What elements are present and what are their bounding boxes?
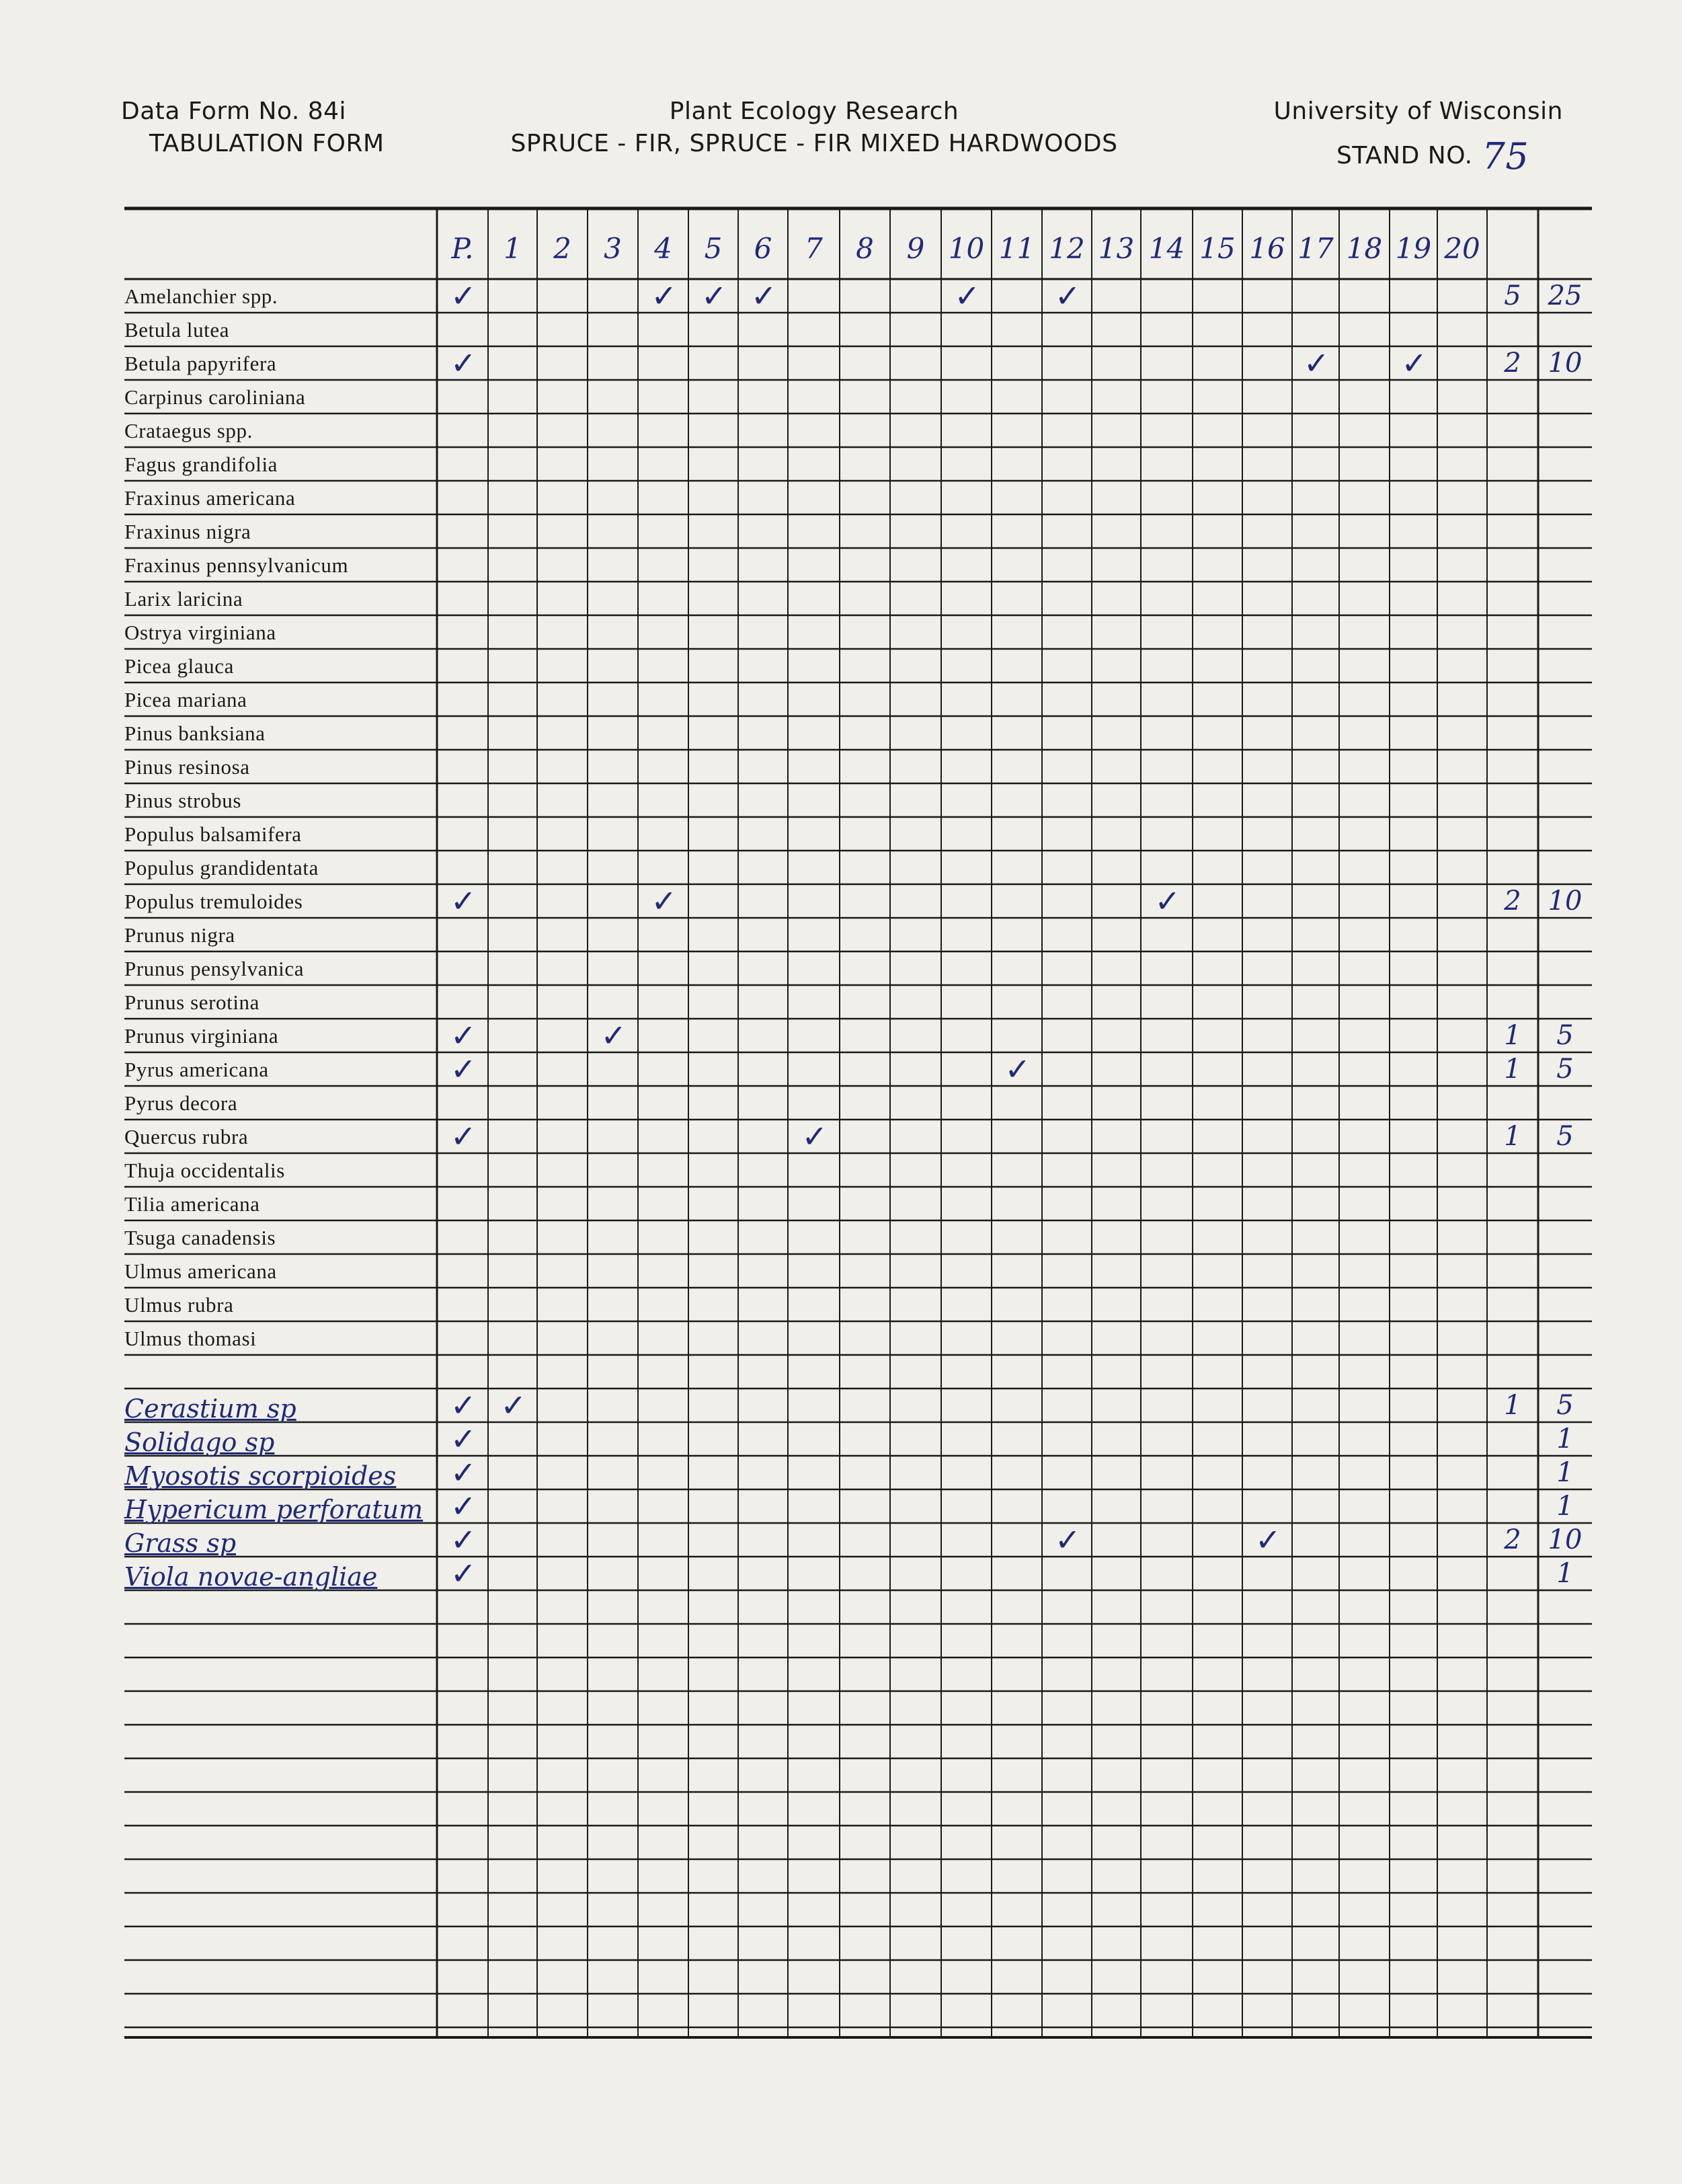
frequency-count: 2	[1504, 1524, 1521, 1555]
species-name: Prunus pensylvanica	[124, 957, 305, 980]
forest-type-title: SPRUCE - FIR, SPRUCE - FIR MIXED HARDWOODS	[510, 130, 1118, 157]
species-name: Picea mariana	[124, 688, 247, 711]
column-header: 18	[1346, 232, 1383, 265]
frequency-count: 1	[1504, 1020, 1521, 1051]
column-header: 8	[856, 232, 874, 265]
species-name: Picea glauca	[124, 654, 234, 678]
species-name: Betula papyrifera	[124, 352, 277, 375]
frequency-percent: 1	[1556, 1424, 1574, 1454]
check-mark: ✓	[450, 1488, 477, 1524]
species-name: Betula lutea	[124, 318, 230, 342]
species-name: Carpinus caroliniana	[124, 385, 306, 409]
frequency-percent: 1	[1556, 1491, 1574, 1522]
frequency-percent: 1	[1556, 1558, 1574, 1589]
column-header: 12	[1049, 232, 1085, 265]
column-header: 4	[654, 232, 672, 265]
species-name: Thuja occidentalis	[124, 1159, 285, 1182]
column-header: 5	[704, 232, 723, 265]
check-mark: ✓	[651, 278, 678, 314]
species-name: Prunus nigra	[124, 923, 235, 947]
frequency-percent: 25	[1548, 280, 1583, 311]
check-mark: ✓	[450, 1522, 477, 1558]
frequency-percent: 5	[1556, 1121, 1574, 1152]
check-mark: ✓	[450, 1454, 477, 1491]
species-name: Ulmus americana	[124, 1259, 277, 1283]
column-header: 16	[1249, 232, 1285, 265]
column-header: 13	[1098, 232, 1135, 265]
column-header: 2	[553, 232, 571, 265]
species-name: Amelanchier spp.	[124, 284, 278, 308]
species-name: Larix laricina	[124, 587, 243, 611]
frequency-percent: 5	[1556, 1020, 1574, 1051]
check-mark: ✓	[1304, 345, 1330, 381]
check-mark: ✓	[1401, 345, 1428, 381]
frequency-percent: 10	[1548, 886, 1583, 916]
check-mark: ✓	[1004, 1051, 1031, 1087]
handwritten-species-name: Hypericum perforatum	[124, 1495, 424, 1524]
frequency-count: 1	[1504, 1121, 1521, 1152]
check-mark: ✓	[450, 278, 477, 314]
check-mark: ✓	[450, 883, 477, 919]
handwritten-species-name: Cerastium sp	[124, 1394, 296, 1424]
species-name: Pyrus decora	[124, 1091, 238, 1115]
stand-number-value: 75	[1482, 135, 1529, 178]
check-mark: ✓	[1055, 278, 1081, 314]
species-name: Quercus rubra	[124, 1125, 249, 1148]
handwritten-species-name: Solidago sp	[124, 1428, 275, 1457]
species-name: Tilia americana	[124, 1192, 260, 1216]
frequency-count: 5	[1504, 280, 1521, 311]
frequency-count: 1	[1504, 1054, 1521, 1085]
handwritten-species-name: Viola novae-angliae	[124, 1562, 378, 1592]
check-mark: ✓	[1255, 1522, 1281, 1558]
species-name: Pinus strobus	[124, 789, 242, 812]
check-mark: ✓	[450, 1118, 477, 1155]
frequency-percent: 10	[1548, 1524, 1583, 1555]
stand-label: STAND NO.	[1336, 142, 1473, 169]
species-name: Crataegus spp.	[124, 419, 253, 442]
check-mark: ✓	[1154, 883, 1181, 919]
form-number: Data Form No. 84i	[121, 98, 347, 125]
frequency-count: 2	[1504, 348, 1521, 379]
species-name: Pyrus americana	[124, 1058, 269, 1081]
handwritten-species-name: Grass sp	[124, 1528, 237, 1558]
handwritten-species-name: Myosotis scorpioides	[124, 1461, 397, 1491]
species-name: Prunus serotina	[124, 990, 260, 1014]
check-mark: ✓	[450, 1051, 477, 1087]
column-header: 6	[754, 232, 772, 265]
check-mark: ✓	[500, 1387, 527, 1424]
frequency-count: 2	[1504, 886, 1521, 916]
column-header: 10	[948, 232, 985, 265]
column-header: 17	[1297, 232, 1334, 265]
frequency-percent: 5	[1556, 1054, 1574, 1085]
column-header: 14	[1148, 232, 1185, 265]
column-header: 15	[1199, 232, 1236, 265]
species-name: Populus grandidentata	[124, 856, 319, 880]
species-name: Pinus resinosa	[124, 755, 250, 779]
check-mark: ✓	[954, 278, 981, 314]
column-header: 3	[604, 232, 622, 265]
column-header: 9	[906, 232, 925, 265]
column-header: P.	[451, 232, 474, 265]
species-name: Fraxinus pennsylvanicum	[124, 553, 349, 577]
species-name: Ulmus thomasi	[124, 1327, 257, 1350]
column-header: 19	[1395, 232, 1432, 265]
species-name: Fraxinus americana	[124, 486, 296, 510]
column-header: 20	[1444, 232, 1480, 265]
species-name: Fagus grandifolia	[124, 453, 278, 476]
column-header: 7	[805, 232, 823, 265]
check-mark: ✓	[751, 278, 777, 314]
frequency-count: 1	[1504, 1390, 1521, 1421]
check-mark: ✓	[450, 345, 477, 381]
species-name: Ulmus rubra	[124, 1293, 234, 1317]
frequency-percent: 10	[1548, 348, 1583, 379]
check-mark: ✓	[1055, 1522, 1081, 1558]
species-name: Fraxinus nigra	[124, 520, 251, 543]
university: University of Wisconsin	[1273, 98, 1563, 125]
frequency-percent: 5	[1556, 1390, 1574, 1421]
check-mark: ✓	[450, 1555, 477, 1592]
check-mark: ✓	[801, 1118, 828, 1155]
species-name: Populus tremuloides	[124, 890, 303, 913]
species-name: Tsuga canadensis	[124, 1226, 276, 1249]
check-mark: ✓	[600, 1017, 627, 1054]
check-mark: ✓	[450, 1017, 477, 1054]
check-mark: ✓	[450, 1421, 477, 1457]
form-type: TABULATION FORM	[149, 130, 385, 157]
species-name: Ostrya virginiana	[124, 621, 276, 644]
check-mark: ✓	[450, 1387, 477, 1424]
column-header: 11	[998, 232, 1035, 265]
frequency-percent: 1	[1556, 1457, 1574, 1488]
species-name: Prunus virginiana	[124, 1024, 279, 1048]
check-mark: ✓	[651, 883, 678, 919]
check-mark: ✓	[701, 278, 727, 314]
column-header: 1	[504, 232, 522, 265]
organization: Plant Ecology Research	[669, 98, 959, 125]
species-name: Pinus banksiana	[124, 722, 266, 745]
species-name: Populus balsamifera	[124, 822, 302, 846]
